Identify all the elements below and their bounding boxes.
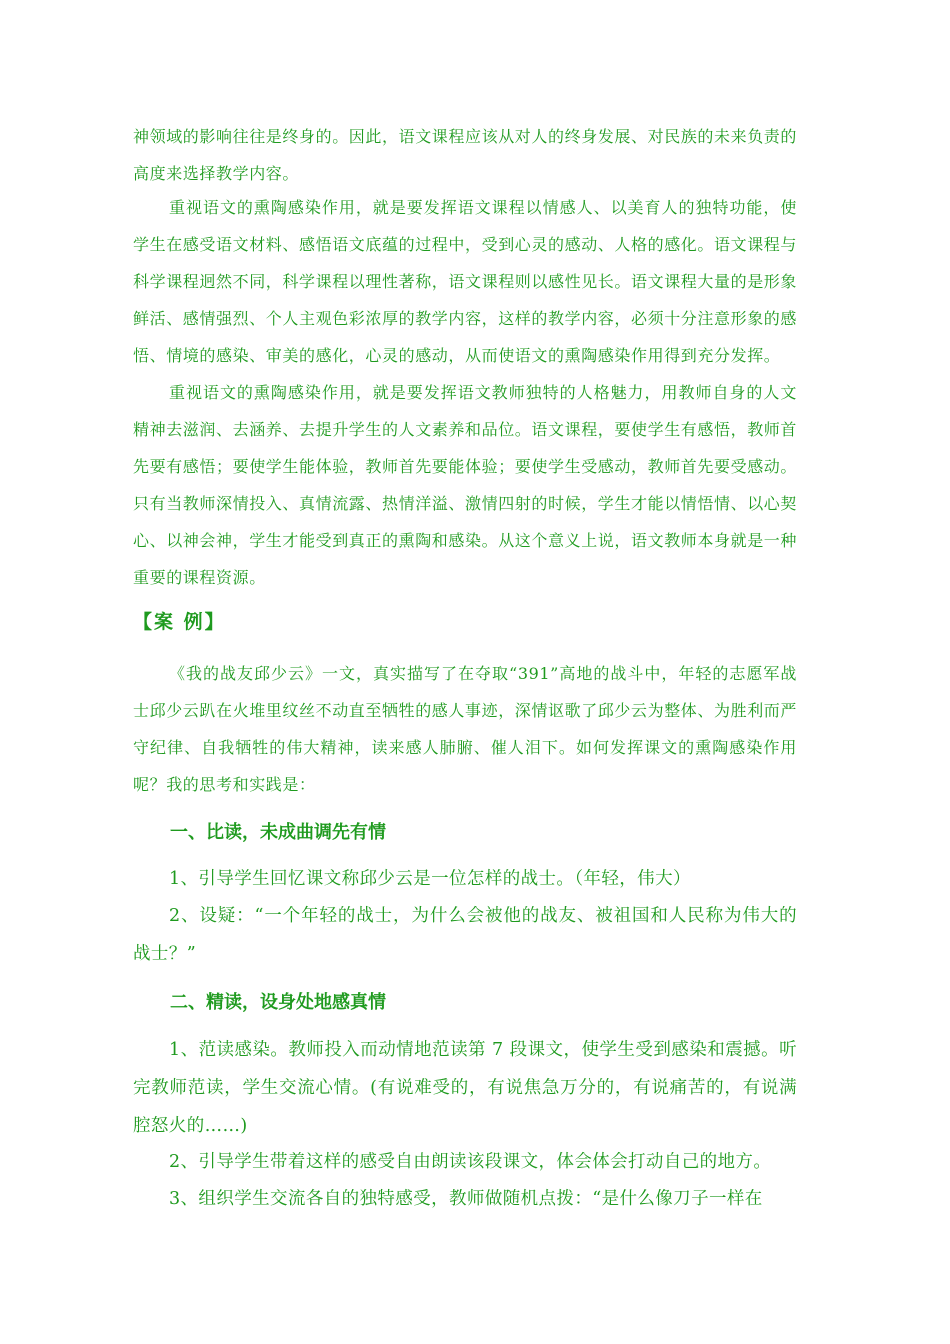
section1-item2: 2、设疑：“一个年轻的战士，为什么会被他的战友、被祖国和人民称为伟大的战士？” <box>133 906 797 964</box>
paragraph-case-intro: 《我的战友邱少云》一文，真实描写了在夺取“391”高地的战斗中，年轻的志愿军战士邱少云趴在火堆里纹丝不动直至牺牲的感人事迹，深情讴歌了邱少云为整体、为胜利而严守纪律、自我牺牲的伟大精神，读来感人肺腑、催人泪下。如何发挥课文的熏陶感染作用呢？我的思考和实践是： <box>133 664 798 794</box>
section2-item3: 3、组织学生交流各自的独特感受，教师做随机点拨：“是什么像刀子一样在 <box>169 1189 763 1209</box>
paragraph-continuation: 神领域的影响往往是终身的。因此，语文课程应该从对人的终身发展、对民族的未来负责的高度来选择教学内容。 <box>133 127 798 183</box>
paragraph-influence-function: 重视语文的熏陶感染作用，就是要发挥语文课程以情感人、以美育人的独特功能，使学生在感受语文材料、感悟语文底蕴的过程中，受到心灵的感动、人格的感化。语文课程与科学课程迥然不同，科学课程以理性著称，语文课程则以感性见长。语文课程大量的是形象鲜活、感情强烈、个人主观色彩浓厚的教学内容，这样的教学内容，必须十分注意形象的感悟、情境的感染、审美的感化，心灵的感动，从而使语文的熏陶感染作用得到充分发挥。 <box>133 198 798 365</box>
section1-title: 一、比读，未成曲调先有情 <box>170 822 386 843</box>
section2-title: 二、精读，设身处地感真情 <box>170 992 386 1013</box>
section2-item1: 1、范读感染。教师投入而动情地范读第 7 段课文，使学生受到感染和震撼。听完教师范读，学生交流心情。(有说难受的，有说焦急万分的，有说痛苦的，有说满腔怒火的……) <box>133 1040 797 1136</box>
section1-item1: 1、引导学生回忆课文称邱少云是一位怎样的战士。（年轻，伟大） <box>169 869 691 889</box>
paragraph-teacher-charisma: 重视语文的熏陶感染作用，就是要发挥语文教师独特的人格魅力，用教师自身的人文精神去滋润、去涵养、去提升学生的人文素养和品位。语文课程，要使学生有感悟，教师首先要有感悟；要使学生能体验，教师首先要能体验；要使学生受感动，教师首先要受感动。只有当教师深情投入、真情流露、热情洋溢、激情四射的时候，学生才能以情悟情、以心契心、以神会神，学生才能受到真正的熏陶和感染。从这个意义上说，语文教师本身就是一种重要的课程资源。 <box>133 383 798 587</box>
case-heading: 【案 例】 <box>133 611 226 633</box>
section2-item2: 2、引导学生带着这样的感受自由朗读该段课文，体会体会打动自己的地方。 <box>169 1152 772 1172</box>
